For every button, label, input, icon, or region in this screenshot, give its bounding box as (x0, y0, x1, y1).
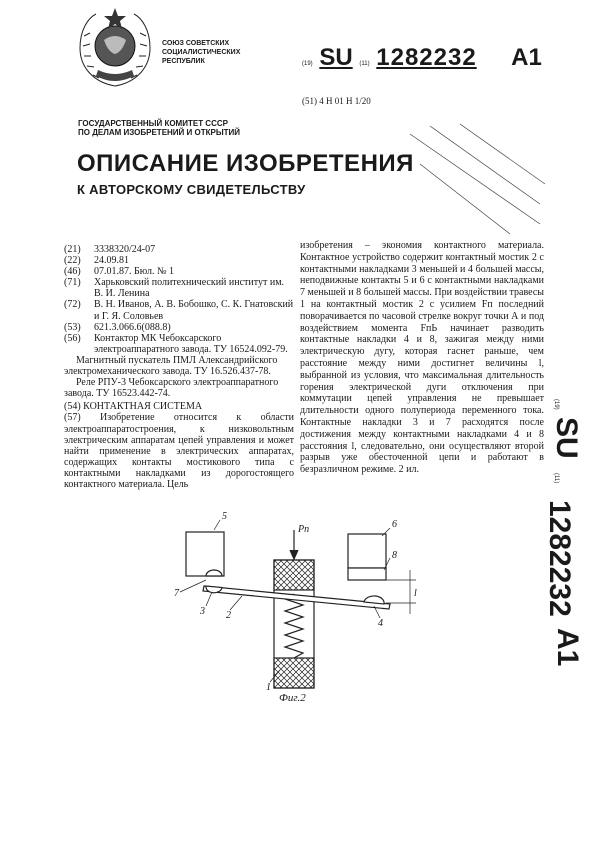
bib-row (64, 322, 294, 333)
side-code-11: (11) (553, 473, 559, 484)
label-1: 1 (266, 682, 271, 693)
committee-line-1: ГОСУДАРСТВЕННЫЙ КОМИТЕТ СССР (78, 119, 228, 128)
label-8: 8 (392, 550, 397, 561)
patent-number: 1282232 (376, 44, 477, 71)
fixed-contact-6 (348, 534, 386, 568)
bibliography (64, 244, 294, 355)
code-19: (19) (302, 61, 313, 67)
label-5: 5 (222, 511, 227, 522)
org-line-2: СОЦИАЛИСТИЧЕСКИХ (162, 49, 241, 56)
contact-pad-4 (364, 596, 384, 604)
bib-text: 07.01.87. Бюл. № 1 (94, 266, 174, 278)
bib-row (64, 266, 294, 277)
reference-2: Реле РПУ-3 Чебоксарского электроаппаратного завода. ТУ 16523.442-74. (64, 377, 279, 400)
bib-row (64, 277, 294, 299)
diagonal-stripes (400, 104, 550, 244)
document-title: ОПИСАНИЕ ИЗОБРЕТЕНИЯ (77, 150, 414, 177)
bib-text: 3338320/24-07 (94, 244, 156, 255)
kind-code: A1 (511, 44, 542, 71)
document-subtitle: К АВТОРСКОМУ СВИДЕТЕЛЬСТВУ (77, 182, 306, 197)
committee-line-2: ПО ДЕЛАМ ИЗОБРЕТЕНИЙ И ОТКРЫТИЙ (78, 128, 241, 137)
reference-1: Магнитный пускатель ПМЛ Александрийского электромеханического завода. ТУ 16.526.437-78. (64, 354, 278, 378)
state-committee (78, 119, 318, 137)
code-11: (11) (359, 61, 370, 67)
bib-text: 24.09.81 (94, 255, 129, 267)
bib-text: 621.3.066.6(088.8) (94, 321, 171, 333)
abstract-right: изобретения – экономия контактного материала. Контактное устройство содержит контактный мостик 2 с контактными накладками 3 меньшей и 4 большей массы, неподвижные контакты 5 и 6 с контактными накладками 7 меньшей и 8 большей массы. При воздействии травесы 1 на контактный мостик 2 с усилием Fп последний поворачивается по часовой стрелке вокруг точки А и под воздействием момента FпЬ начинает разводить контактные накладки 4 и 8, зажигая между ними электрическую дугу, которая гаснет раньше, чем расстояние между ними достигнет величины l, выбранной из условия, что максимальная длительность горения электрической дуги отключения при коммутации цепей управления не превышает длительности одного полупериода переменного тока. Контактные накладки 3 и 7 расходятся после достижения между контактными накладками 4 и 8 расстояния l, следовательно, они осуществляют второй разрыв уже обесточенной цепи и работают в безразличном режиме. 2 ил. (300, 240, 544, 476)
traverse-bottom-hatch (274, 658, 314, 688)
ussr-emblem (74, 6, 156, 90)
invention-title: (54) КОНТАКТНАЯ СИСТЕМА (64, 401, 203, 413)
side-number: 1282232 (543, 500, 576, 617)
contact-pad-3 (206, 586, 222, 593)
bib-text: Контактор МК Чебоксарского электроаппаратного завода. ТУ 16524.092-79. (94, 332, 288, 355)
bib-code: (46) (64, 266, 81, 278)
side-kind-code (538, 620, 598, 675)
contact-pad-8 (348, 568, 386, 580)
side-kind: A1 (551, 628, 584, 667)
right-column (300, 240, 544, 476)
bib-text: Харьковский политехнический институт им. В. И. Ленина (94, 277, 285, 300)
bib-code: (21) (64, 244, 81, 255)
fixed-contact-5 (186, 532, 224, 576)
label-gap: l (414, 588, 417, 599)
bib-row (64, 299, 294, 321)
label-6: 6 (392, 519, 397, 530)
bib-row (64, 255, 294, 266)
org-line-1: СОЮЗ СОВЕТСКИХ (162, 40, 230, 47)
left-column (64, 244, 294, 490)
publication-number (302, 44, 542, 72)
bib-code: (22) (64, 255, 81, 267)
bib-text: В. Н. Иванов, А. В. Бобошко, С. К. Гнатовский и Г. Я. Соловьев (94, 299, 294, 322)
figure-caption: Фиг.2 (279, 692, 306, 704)
bib-code: (53) (64, 321, 81, 333)
country-code: SU (319, 44, 353, 71)
label-7: 7 (174, 588, 179, 599)
ipc-class: (51) 4 H 01 H 1/20 (302, 96, 371, 106)
org-line-3: РЕСПУБЛИК (162, 58, 205, 65)
traverse-top-hatch (274, 560, 314, 590)
side-country-code (545, 395, 595, 485)
country-org (162, 39, 272, 66)
side-su: SU (550, 417, 583, 459)
bib-code: (71) (64, 277, 81, 289)
label-3: 3 (200, 606, 205, 617)
abstract-left: (57) Изобретение относится к области электроаппаратостроения, к низковольтным электрическим аппаратам цепей управления и может найти применение в электрических аппаратах, содержащих контакты мостикового типа с контактными накладками из дорогостоящего контактного материала. Цель (64, 412, 294, 490)
label-force: Pп (298, 524, 310, 535)
label-2: 2 (226, 610, 231, 621)
bib-code: (72) (64, 299, 81, 311)
bib-code: (56) (64, 332, 81, 344)
bib-row (64, 333, 294, 355)
label-4: 4 (378, 618, 383, 629)
bib-row (64, 244, 294, 255)
side-code-19: (19) (553, 399, 559, 410)
